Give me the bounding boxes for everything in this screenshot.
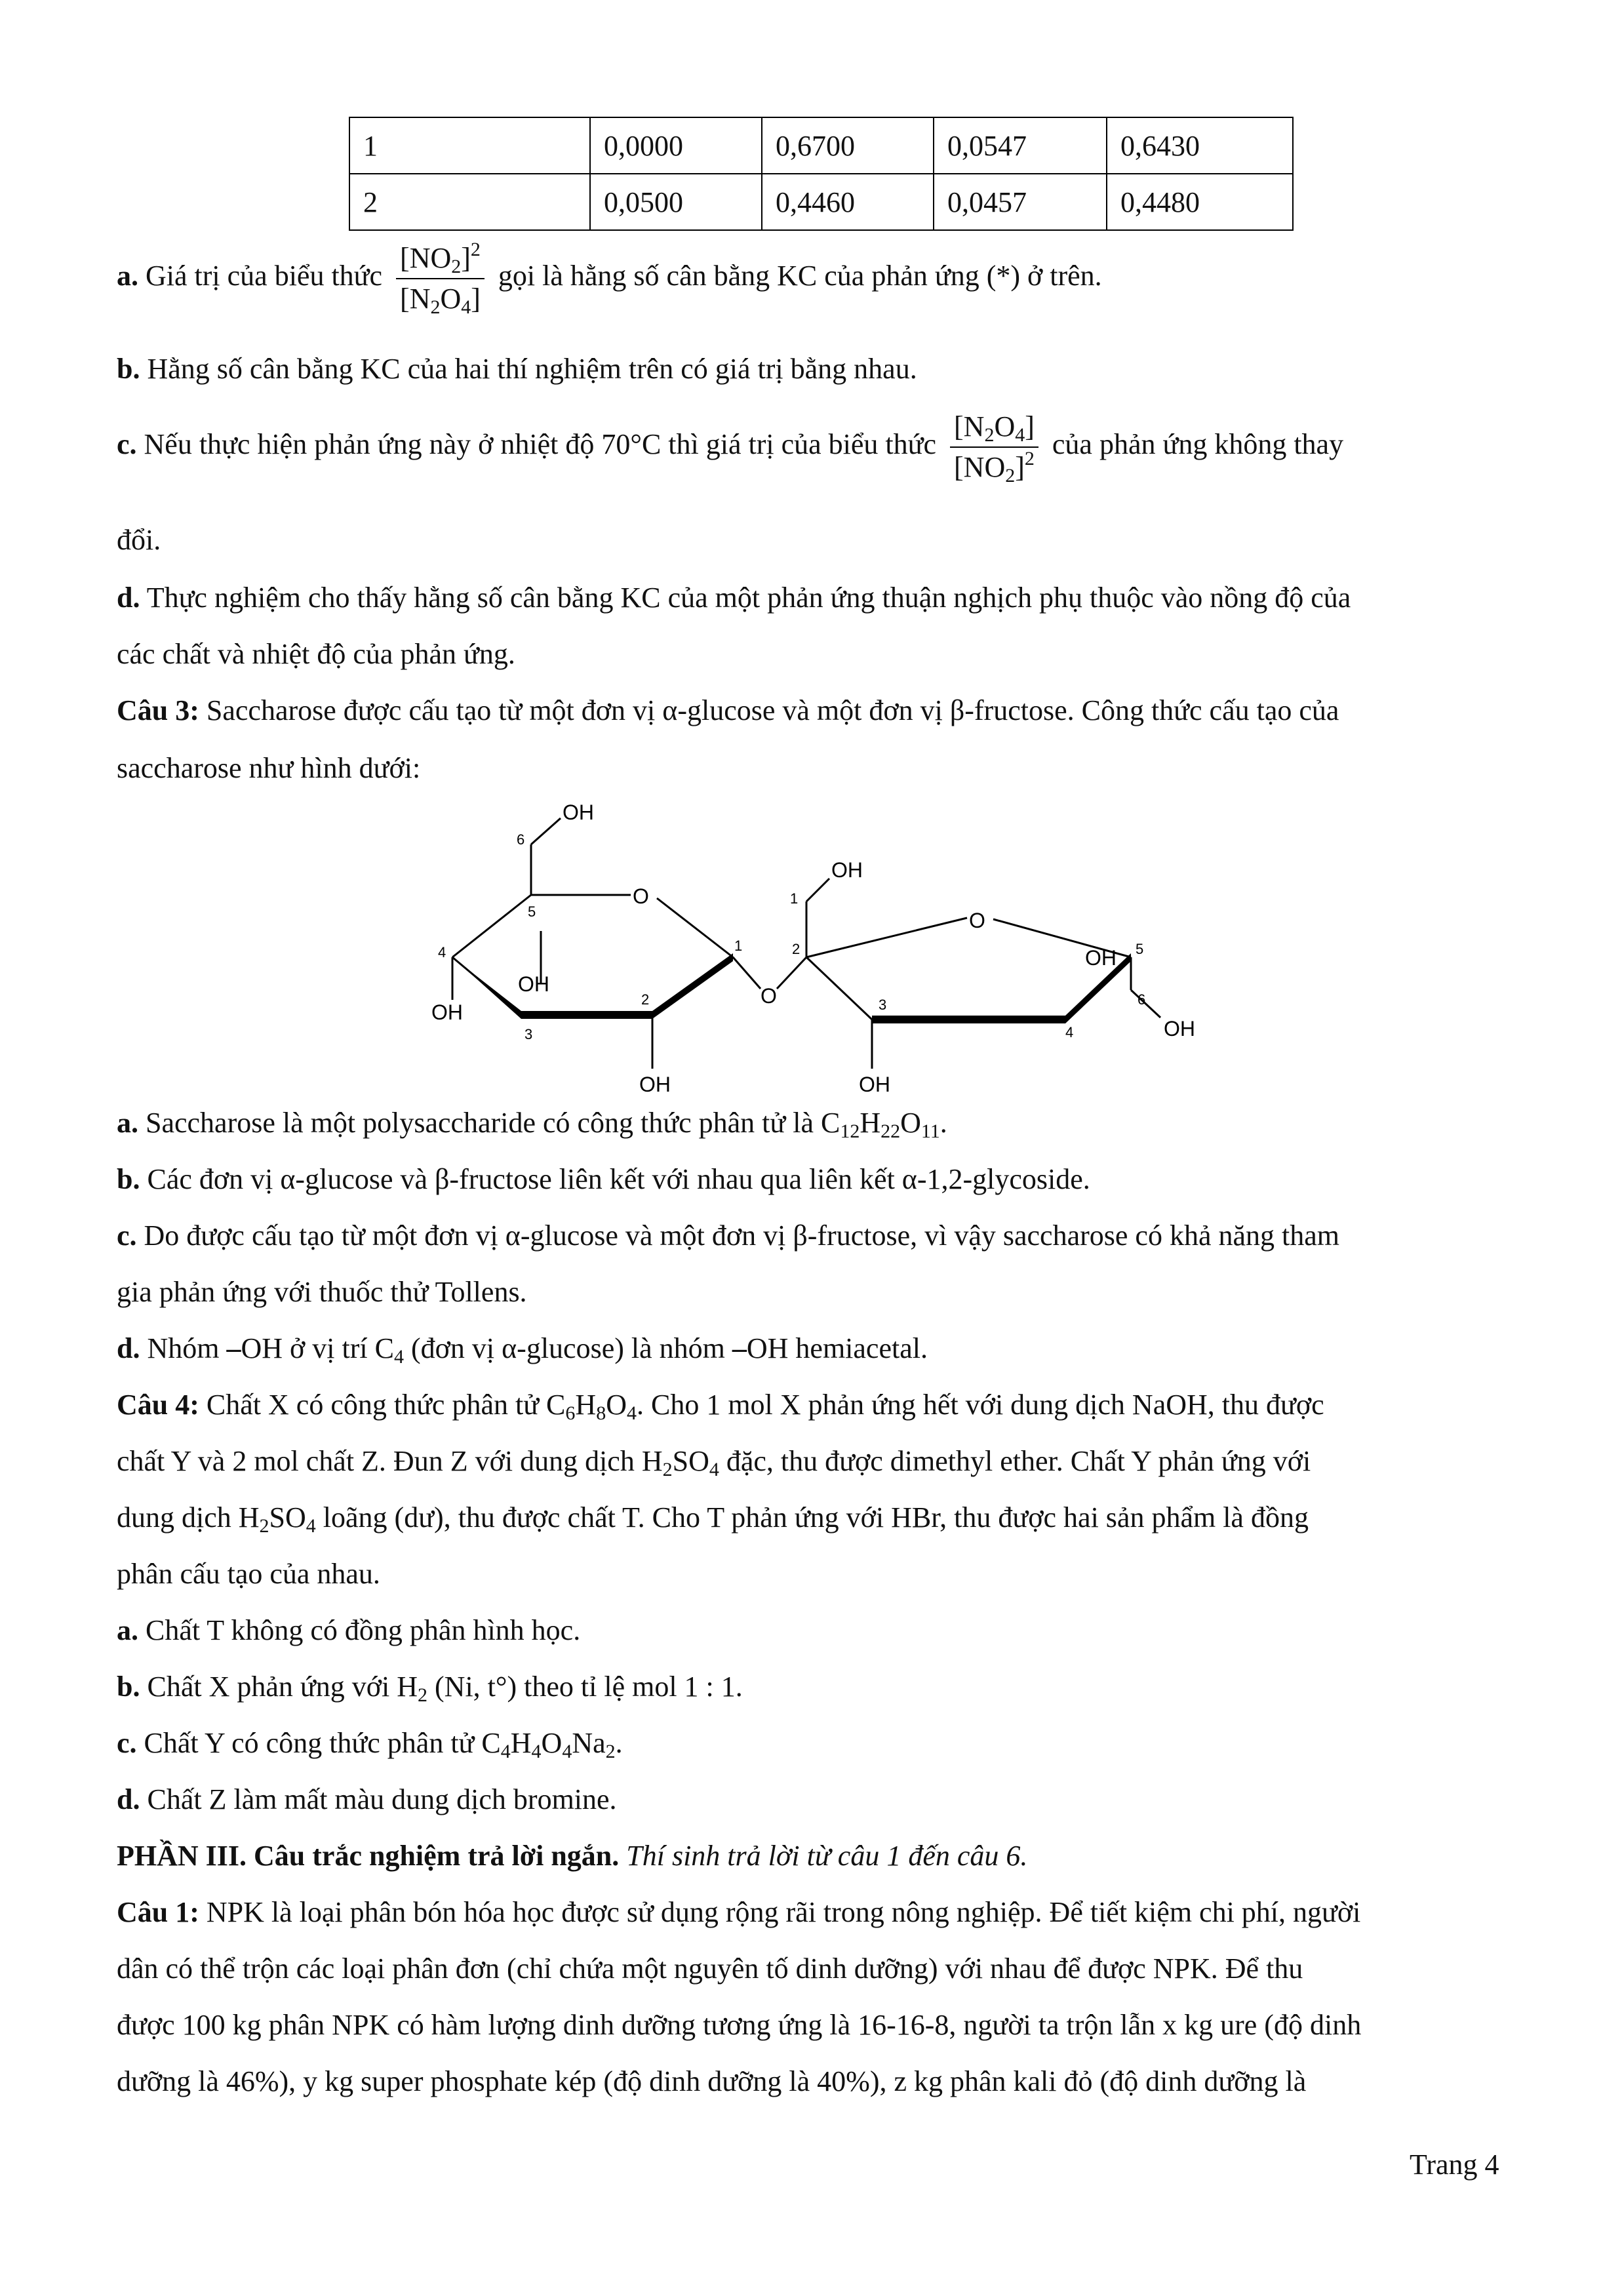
carbon-number: 3 [879, 997, 887, 1013]
statement-text: Các đơn vị α-glucose và β-fructose liên kết với nhau qua liên kết α-1,2-glycoside. [147, 1163, 1090, 1195]
q2-statement-c [117, 410, 1343, 485]
oh-label: OH [859, 1073, 890, 1096]
statement-text: Nhóm –OH ở vị trí $C_4$ (đơn vị α-glucose) là nhóm –OH hemiacetal. [147, 1332, 928, 1368]
question-text: chất Y và 2 mol chất Z. Đun Z với dung dịch $H_2SO_4$ đặc, thu được dimethyl ether. Chất Y phản ứng với [117, 1445, 1311, 1480]
fraction-numerator: $[N_2O_4]$ [950, 410, 1038, 448]
p3q1-text-3: được 100 kg phân NPK có hàm lượng dinh dưỡng tương ứng là 16-16-8, người ta trộn lẫn x kg ure (độ dinh [117, 2009, 1362, 2041]
section-instruction: Thí sinh trả lời từ câu 1 đến câu 6. [626, 1840, 1028, 1872]
saccharose-structure-diagram [420, 793, 1233, 1101]
statement-label: c. [117, 1219, 137, 1252]
q4-statement-c [117, 1725, 623, 1762]
statement-label: c. [117, 428, 137, 461]
ring-oxygen-label: O [633, 884, 649, 908]
table-cell: 0,0547 [934, 117, 1107, 174]
fraction-denominator: $[NO_2]^2$ [954, 448, 1035, 486]
statement-label: b. [117, 1163, 140, 1195]
table-cell: 1 [349, 117, 590, 174]
question-label: Câu 4: [117, 1389, 199, 1421]
statement-label: a. [117, 1107, 138, 1139]
q2-statement-d-cont: các chất và nhiệt độ của phản ứng. [117, 638, 515, 670]
statement-text: của phản ứng không thay [1052, 428, 1344, 461]
bridge-oxygen-label: O [761, 984, 777, 1008]
q3-statement-d [117, 1330, 928, 1367]
question-text: dung dịch $H_2SO_4$ loãng (dư), thu được chất T. Cho T phản ứng với HBr, thu được hai sản phẩm là đồng [117, 1501, 1309, 1537]
carbon-number: 3 [524, 1026, 533, 1042]
q3-statement-c [117, 1217, 1339, 1254]
oh-label: OH [431, 1000, 463, 1024]
statement-text: Hằng số cân bằng KC của hai thí nghiệm trên có giá trị bằng nhau. [147, 353, 917, 385]
statement-text: gọi là hằng số cân bằng KC của phản ứng (*) ở trên. [498, 260, 1102, 292]
statement-label: a. [117, 260, 138, 292]
question-text: Saccharose được cấu tạo từ một đơn vị α-glucose và một đơn vị β-fructose. Công thức cấu tạo của [206, 694, 1339, 726]
statement-text: Chất Z làm mất màu dung dịch bromine. [147, 1783, 617, 1815]
table-cell: 0,0457 [934, 174, 1107, 230]
oh-label: OH [1164, 1017, 1195, 1040]
table-cell: 0,4480 [1107, 174, 1293, 230]
carbon-number: 4 [438, 944, 446, 960]
q4-text-2 [117, 1443, 1311, 1480]
fraction-expression [950, 410, 1038, 485]
fraction-expression [396, 241, 485, 316]
table-row [349, 117, 1293, 174]
statement-label: d. [117, 1332, 140, 1364]
q2-statement-b [117, 351, 917, 387]
q4-text-3 [117, 1499, 1309, 1536]
oh-label: OH [831, 858, 863, 882]
q3-statement-a [117, 1105, 947, 1141]
ring-oxygen-label: O [969, 909, 985, 932]
section-title: PHẦN III. Câu trắc nghiệm trả lời ngắn. [117, 1840, 620, 1872]
statement-text: Saccharose là một polysaccharide có công thức phân tử là $C_{12}H_{22}O_{11}$. [146, 1107, 947, 1142]
carbon-number: 1 [790, 890, 799, 907]
question-label: Câu 3: [117, 694, 199, 726]
carbon-number: 6 [517, 831, 525, 848]
carbon-number: 1 [734, 938, 743, 954]
carbon-number: 2 [641, 991, 650, 1008]
q3-intro [117, 692, 1339, 729]
carbon-number: 5 [1136, 941, 1144, 957]
statement-label: b. [117, 353, 140, 385]
q3-intro-cont: saccharose như hình dưới: [117, 752, 421, 784]
q2-statement-d [117, 580, 1351, 616]
statement-text: Chất T không có đồng phân hình học. [146, 1614, 581, 1646]
statement-text: Nếu thực hiện phản ứng này ở nhiệt độ 70°C thì giá trị của biểu thức [144, 428, 937, 461]
fraction-denominator: $[N_2O_4]$ [400, 283, 481, 318]
q3-statement-c-cont: gia phản ứng với thuốc thử Tollens. [117, 1276, 527, 1308]
q4-text-4: phân cấu tạo của nhau. [117, 1558, 380, 1590]
q4-statement-a [117, 1612, 580, 1649]
oh-label: OH [1085, 946, 1117, 970]
table-cell: 0,6700 [762, 117, 934, 174]
q4-statement-b [117, 1669, 743, 1705]
table-row [349, 174, 1293, 230]
statement-text: Chất Y có công thức phân tử $C_4H_4O_4Na_2$. [144, 1727, 623, 1762]
q3-statement-b [117, 1161, 1090, 1198]
statement-label: d. [117, 582, 140, 614]
q2-statement-a [117, 241, 1102, 316]
oh-label: OH [639, 1073, 671, 1096]
carbon-number: 2 [792, 941, 801, 957]
statement-text: Giá trị của biểu thức [146, 260, 383, 292]
carbon-number: 4 [1065, 1024, 1074, 1040]
statement-label: b. [117, 1671, 140, 1703]
statement-label: a. [117, 1614, 138, 1646]
page-number: Trang 4 [1410, 2148, 1499, 2181]
table-cell: 0,0000 [590, 117, 762, 174]
table-cell: 0,6430 [1107, 117, 1293, 174]
table-cell: 0,0500 [590, 174, 762, 230]
statement-text: Thực nghiệm cho thấy hằng số cân bằng KC của một phản ứng thuận nghịch phụ thuộc vào nồng độ của [146, 582, 1351, 614]
part3-heading [117, 1838, 1027, 1874]
q4-statement-d [117, 1781, 617, 1818]
p3q1-text-4: dưỡng là 46%), y kg super phosphate kép (độ dinh dưỡng là 40%), z kg phân kali đỏ (độ dinh dưỡng là [117, 2065, 1307, 2097]
oh-label: OH [518, 972, 549, 996]
statement-text: Do được cấu tạo từ một đơn vị α-glucose và một đơn vị β-fructose, vì vậy saccharose có khả năng tham [144, 1219, 1339, 1252]
oh-label: OH [563, 801, 594, 824]
q4-text-1 [117, 1387, 1324, 1423]
statement-label: c. [117, 1727, 137, 1759]
question-text: NPK là loại phân bón hóa học được sử dụng rộng rãi trong nông nghiệp. Để tiết kiệm chi phí, người [206, 1896, 1361, 1928]
p3q1-text-1 [117, 1894, 1360, 1931]
question-label: Câu 1: [117, 1896, 199, 1928]
carbon-number: 5 [528, 903, 536, 920]
question-text: Chất X có công thức phân tử $C_6H_8O_4$. Cho 1 mol X phản ứng hết với dung dịch NaOH, thu được [206, 1389, 1324, 1424]
p3q1-text-2: dân có thể trộn các loại phân đơn (chỉ chứa một nguyên tố dinh dưỡng) với nhau để được NPK. Để thu [117, 1952, 1303, 1985]
q2-statement-c-cont: đổi. [117, 524, 161, 556]
table-cell: 2 [349, 174, 590, 230]
fraction-numerator: $[NO_2]^2$ [396, 241, 485, 279]
equilibrium-table [349, 117, 1294, 231]
table-cell: 0,4460 [762, 174, 934, 230]
statement-label: d. [117, 1783, 140, 1815]
statement-text: Chất X phản ứng với $H_2$ (Ni, t°) theo tỉ lệ mol 1 : 1. [147, 1671, 743, 1706]
carbon-number: 6 [1137, 991, 1146, 1008]
